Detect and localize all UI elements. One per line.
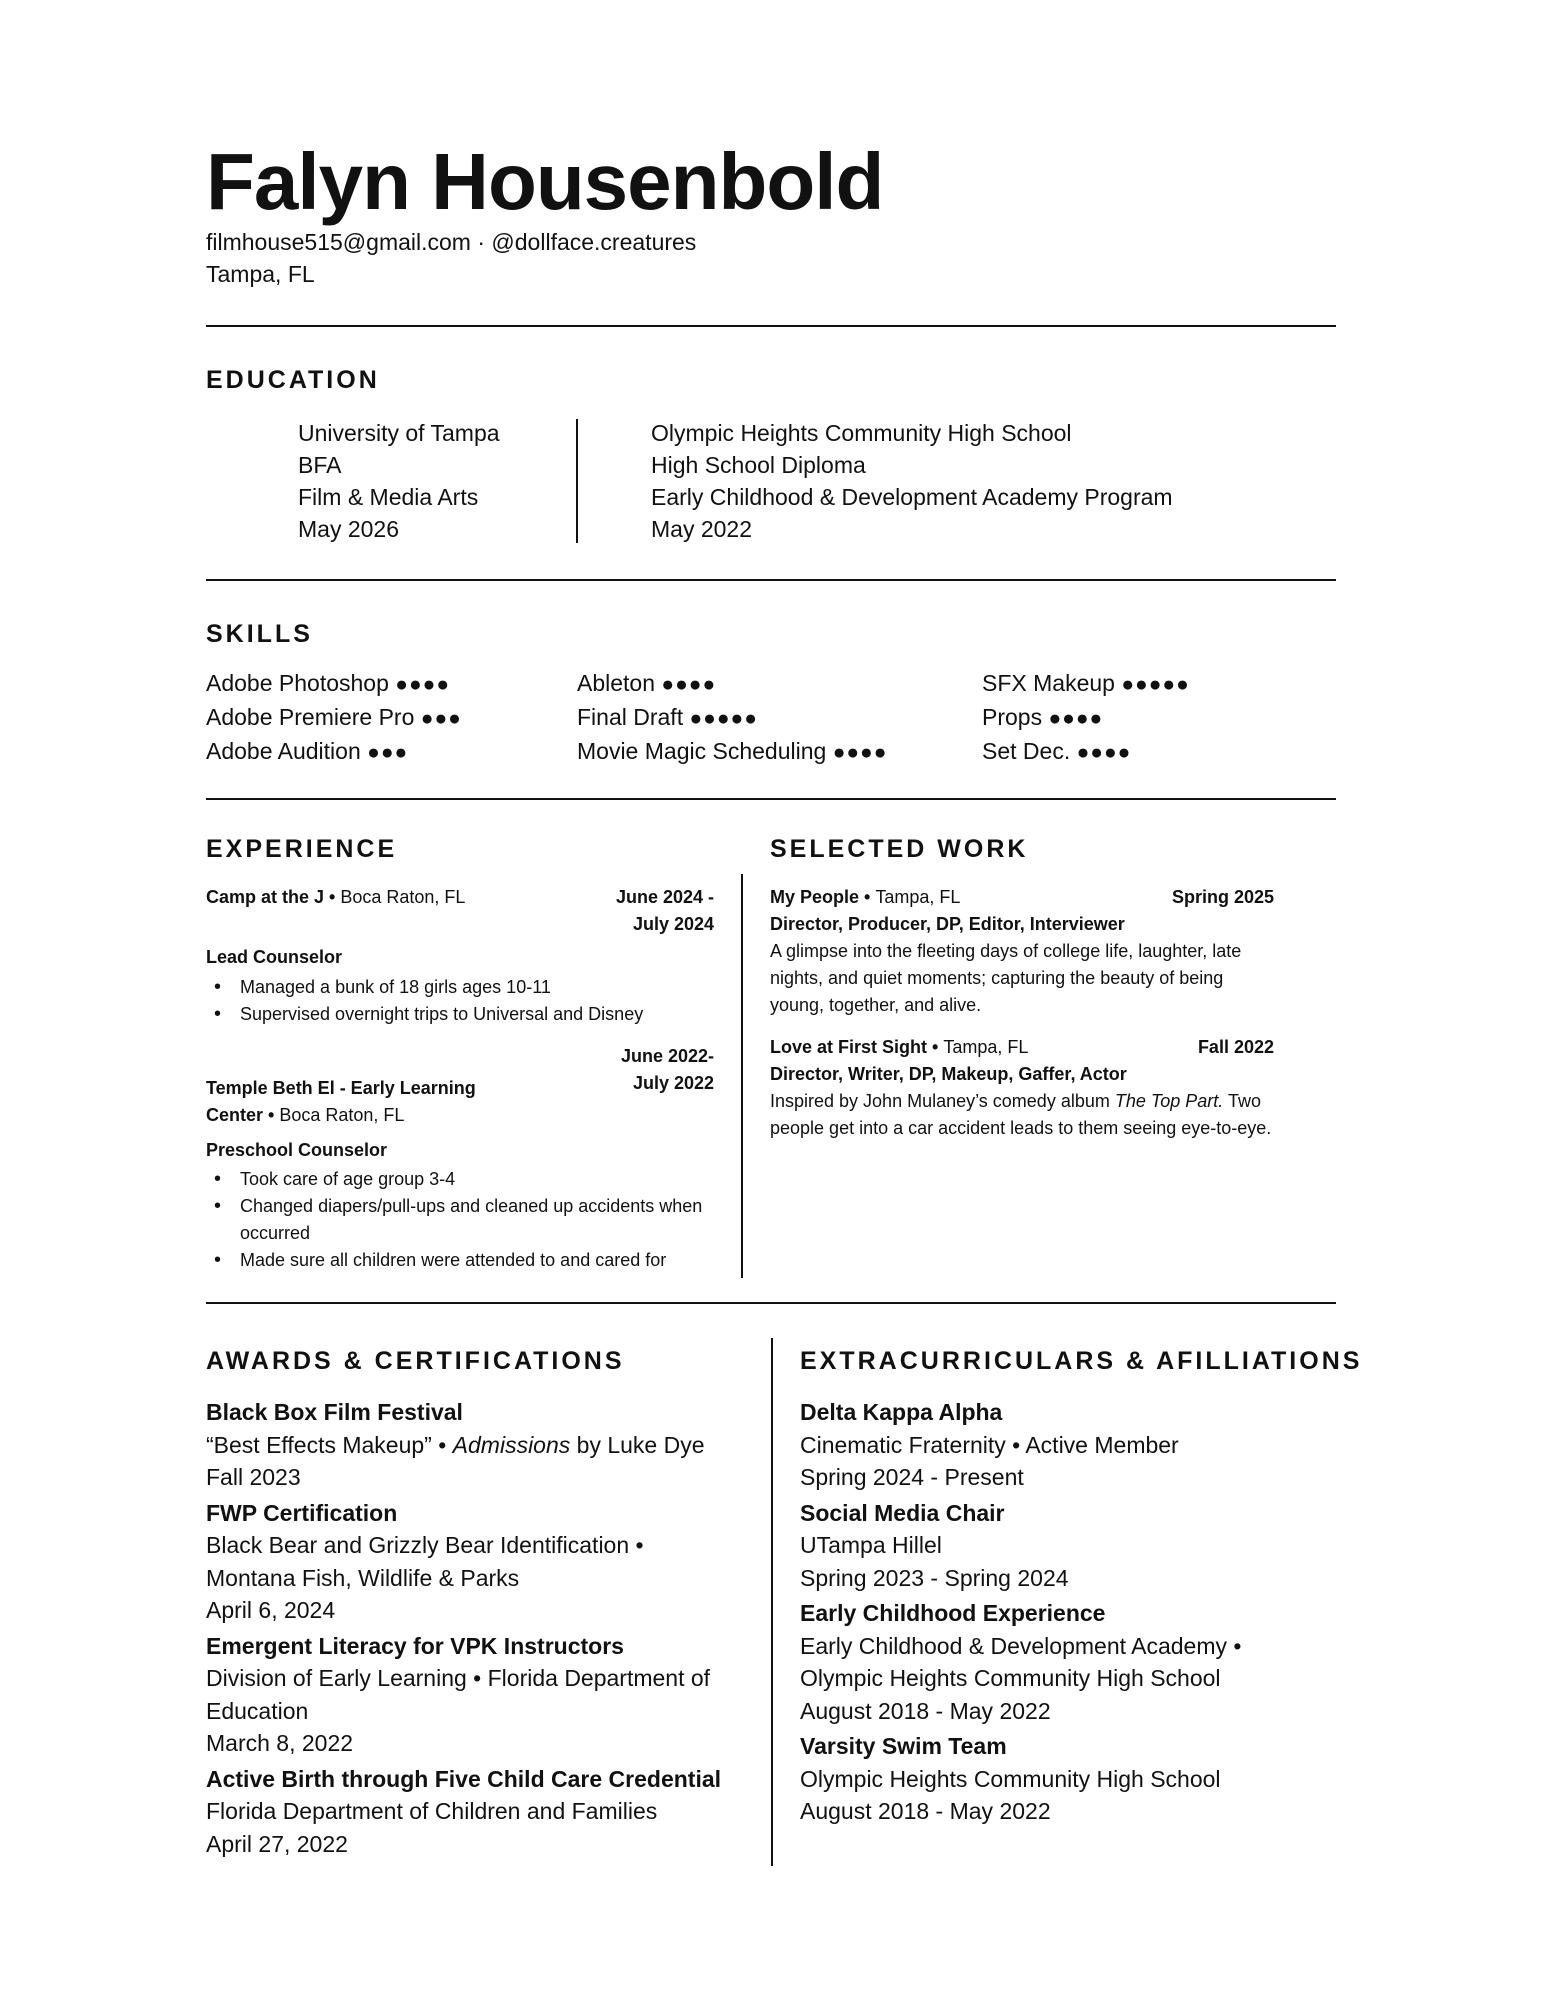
- work-date: Spring 2025: [1171, 887, 1274, 907]
- skill-item: Props ●●●●: [982, 704, 1104, 730]
- list-item: • Changed diapers/pull-ups and cleaned up accidents when occurred: [240, 1193, 726, 1247]
- education-school: Olympic Heights Community High School: [651, 420, 1072, 446]
- skill-rating: ●●●●: [832, 741, 888, 764]
- job-organization: Temple Beth El - Early Learning: [206, 1078, 476, 1098]
- skill-rating: ●●●●: [1076, 741, 1132, 764]
- education-major: Film & Media Arts: [298, 484, 479, 510]
- skill-item: SFX Makeup ●●●●●: [982, 670, 1190, 696]
- education-program: Early Childhood & Development Academy Program: [651, 484, 1173, 510]
- list-item: • Made sure all children were attended to and cared for: [240, 1247, 726, 1274]
- experience-column-divider: [741, 874, 743, 1278]
- skill-rating: ●●●●●: [1121, 673, 1190, 696]
- divider: [206, 798, 1336, 800]
- work-title: Love at First Sight: [770, 1037, 928, 1057]
- skill-rating: ●●●●: [661, 673, 717, 696]
- skill-rating: ●●●: [367, 741, 409, 764]
- education-date: May 2026: [298, 516, 400, 542]
- skills-column-1: [206, 667, 462, 769]
- job-location: Boca Raton, FL: [340, 887, 466, 907]
- job-dates: June 2024 - July 2024: [615, 887, 714, 934]
- section-title-selected-work: SELECTED WORK: [770, 835, 1029, 863]
- contact-block: [206, 226, 696, 290]
- job-role: Lead Counselor: [206, 947, 343, 967]
- job-bullets: [206, 974, 726, 1028]
- skill-rating: ●●●●: [1048, 707, 1104, 730]
- skill-item: Movie Magic Scheduling ●●●●: [577, 738, 888, 764]
- skills-column-3: [982, 667, 1190, 769]
- work-location: Tampa, FL: [943, 1037, 1029, 1057]
- section-title-awards: AWARDS & CERTIFICATIONS: [206, 1347, 625, 1375]
- education-degree: High School Diploma: [651, 452, 866, 478]
- education-date: May 2022: [651, 516, 753, 542]
- awards-column-divider: [771, 1338, 773, 1866]
- job-bullets: [206, 1166, 726, 1274]
- education-left: [298, 417, 500, 545]
- work-roles: Director, Producer, DP, Editor, Interviewer: [770, 914, 1125, 934]
- job-location: Boca Raton, FL: [279, 1105, 405, 1125]
- list-item: • Supervised overnight trips to Universal and Disney: [240, 1001, 726, 1028]
- extracurricular-entry: Delta Kappa Alpha Cinematic Fraternity • Active Member Spring 2024 - Present: [800, 1399, 1179, 1490]
- list-item: • Managed a bunk of 18 girls ages 10-11: [240, 974, 726, 1001]
- section-title-extracurriculars: EXTRACURRICULARS & AFILLIATIONS: [800, 1347, 1363, 1375]
- award-entry: FWP Certification Black Bear and Grizzly Bear Identification • Montana Fish, Wildlife & Parks April 6, 2024: [206, 1499, 644, 1623]
- work-description: Inspired by John Mulaney’s comedy album The Top Part. Two people get into a car accident leads to them seeing eye-to-eye.: [770, 1091, 1272, 1138]
- work-date: Fall 2022: [1197, 1037, 1274, 1057]
- award-entry: Active Birth through Five Child Care Credential Florida Department of Children and Families April 27, 2022: [206, 1765, 722, 1857]
- album-title: The Top Part.: [1114, 1091, 1224, 1111]
- skill-item: Final Draft ●●●●●: [577, 704, 758, 730]
- divider: [206, 579, 1336, 581]
- extracurricular-entry: Social Media Chair UTampa Hillel Spring 2023 - Spring 2024: [800, 1499, 1069, 1591]
- work-roles: Director, Writer, DP, Makeup, Gaffer, Actor: [770, 1064, 1127, 1084]
- skill-rating: ●●●: [420, 707, 462, 730]
- skill-rating: ●●●●: [395, 673, 451, 696]
- job-organization: Camp at the J: [206, 887, 325, 907]
- job-org-line: Temple Beth El - Early Learning Center • Boca Raton, FL: [206, 1075, 476, 1129]
- skill-item: Adobe Audition ●●●: [206, 738, 409, 764]
- skill-rating: ●●●●●: [689, 707, 758, 730]
- divider: [206, 1302, 1336, 1304]
- work-title-line: Love at First Sight • Tampa, FL: [770, 1037, 1029, 1057]
- section-title-skills: SKILLS: [206, 620, 313, 648]
- awards-list: [206, 1396, 746, 1860]
- job-org-line: Camp at the J • Boca Raton, FL: [206, 887, 466, 907]
- work-location: Tampa, FL: [875, 887, 961, 907]
- extracurricular-entry: Early Childhood Experience Early Childhood & Development Academy • Olympic Heights Community High School August 2018 - May 2022: [800, 1600, 1242, 1724]
- work-description: A glimpse into the fleeting days of college life, laughter, late nights, and quiet moments; capturing the beauty of being young, together, and alive.: [770, 941, 1242, 1015]
- list-item: • Took care of age group 3-4: [240, 1166, 726, 1193]
- divider: [206, 325, 1336, 327]
- skills-column-2: [577, 667, 887, 769]
- section-title-experience: EXPERIENCE: [206, 835, 398, 863]
- extracurriculars-list: [800, 1396, 1340, 1828]
- work-title-line: My People • Tampa, FL: [770, 887, 961, 907]
- award-entry: Black Box Film Festival “Best Effects Makeup” • Admissions by Luke Dye Fall 2023: [206, 1399, 705, 1490]
- skill-item: Ableton ●●●●: [577, 670, 717, 696]
- contact-separator: ·: [470, 229, 492, 255]
- job-dates: June 2022- July 2022: [620, 1046, 714, 1093]
- social-handle: @dollface.creatures: [491, 229, 697, 255]
- skill-item: Adobe Photoshop ●●●●: [206, 670, 451, 696]
- job-role: Preschool Counselor: [206, 1140, 388, 1160]
- work-title: My People: [770, 887, 860, 907]
- education-school: University of Tampa: [298, 420, 500, 446]
- email-text: filmhouse515@gmail.com: [206, 229, 471, 255]
- education-column-divider: [576, 419, 578, 543]
- education-right: [651, 417, 1173, 545]
- extracurricular-entry: Varsity Swim Team Olympic Heights Community High School August 2018 - May 2022: [800, 1733, 1221, 1824]
- section-title-education: EDUCATION: [206, 366, 380, 394]
- candidate-name: Falyn Housenbold: [206, 137, 884, 226]
- skill-item: Set Dec. ●●●●: [982, 738, 1132, 764]
- education-degree: BFA: [298, 452, 342, 478]
- location-text: Tampa, FL: [206, 261, 315, 287]
- award-entry: Emergent Literacy for VPK Instructors Division of Early Learning • Florida Department of Education March 8, 2022: [206, 1632, 711, 1756]
- skill-item: Adobe Premiere Pro ●●●: [206, 704, 462, 730]
